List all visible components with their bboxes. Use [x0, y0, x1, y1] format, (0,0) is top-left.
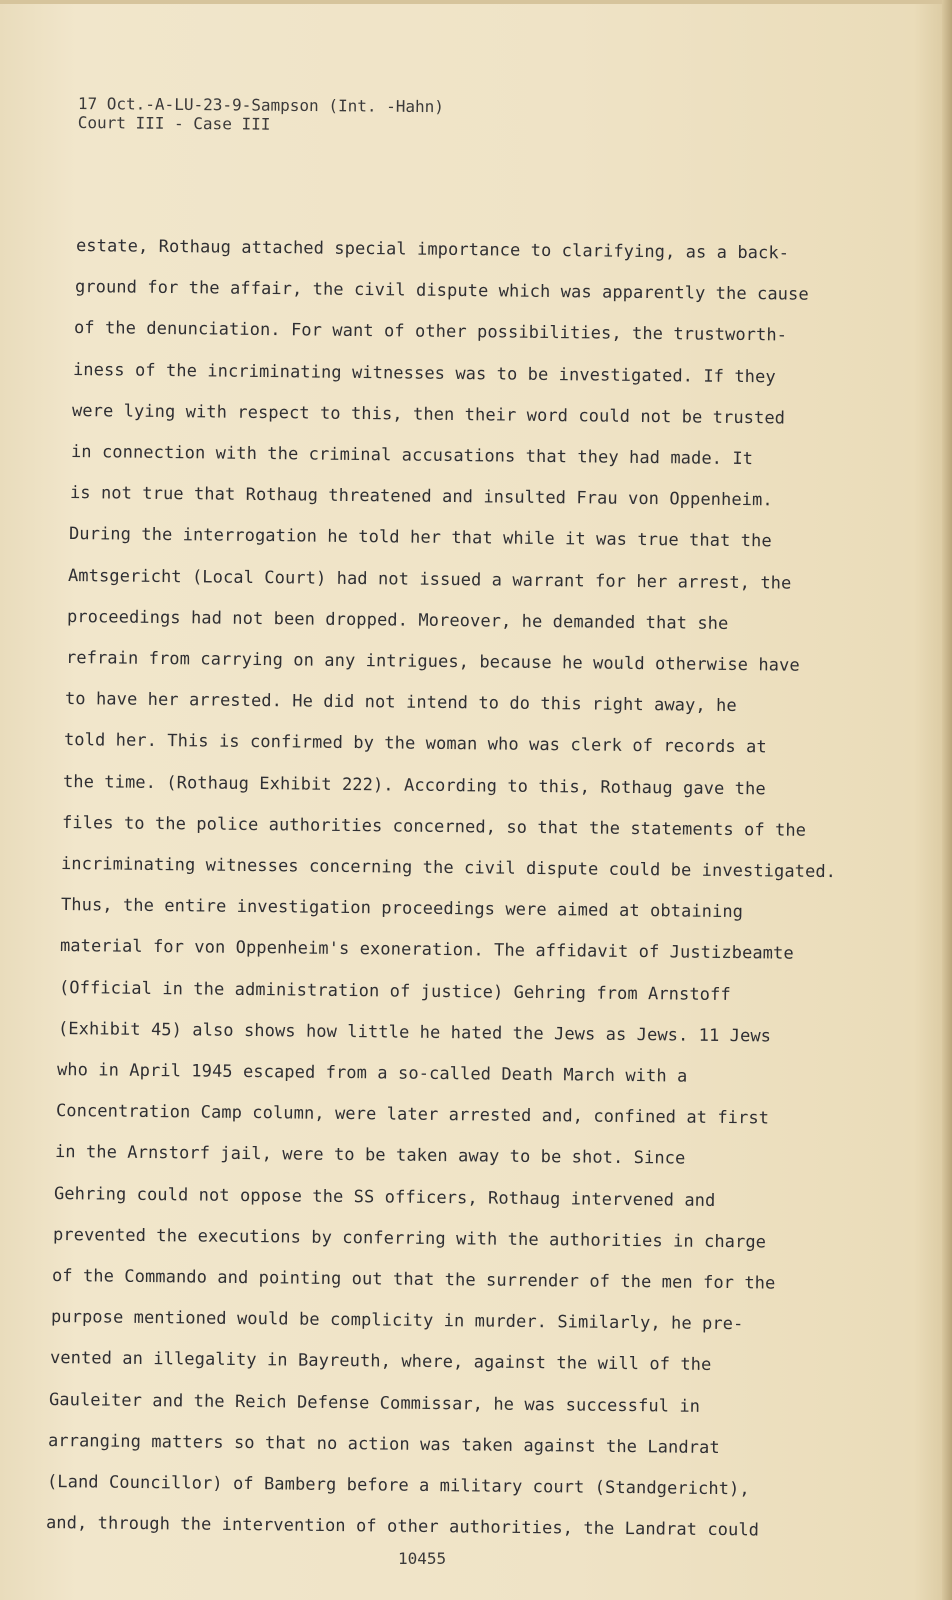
- text-line: of the Commando and pointing out that the surrender of the men for the: [51, 1266, 776, 1294]
- text-line: arranging matters so that no action was taken against the Landrat: [47, 1430, 720, 1458]
- text-line: purpose mentioned would be complicity in murder. Similarly, he pre-: [50, 1307, 744, 1335]
- text-line: in the Arnstorf jail, were to be taken away to be shot. Since: [54, 1142, 686, 1169]
- text-line: During the interrogation he told her that while it was true that the: [69, 524, 773, 552]
- text-line: files to the police authorities concerned, so that the statements of the: [62, 812, 807, 841]
- text-line: to have her arrested. He did not intend to do this right away, he: [65, 689, 738, 717]
- text-line: of the denunciation. For want of other possibilities, the trustworth-: [73, 318, 788, 346]
- text-line: Thus, the entire investigation proceedings were aimed at obtaining: [60, 895, 743, 923]
- text-line: told her. This is confirmed by the woman who was clerk of records at: [64, 730, 768, 758]
- text-line: material for von Oppenheim's exoneration. The affidavit of Justizbeamte: [59, 936, 794, 965]
- text-line: (Exhibit 45) also shows how little he hated the Jews as Jews. 11 Jews: [57, 1018, 771, 1047]
- text-line: (Official in the administration of justice) Gehring from Arnstoff: [58, 977, 731, 1005]
- text-line: Gauleiter and the Reich Defense Commissar, he was successful in: [48, 1389, 701, 1417]
- header-reference-line: 17 Oct.-A-LU-23-9-Sampson (Int. -Hahn): [77, 94, 445, 117]
- text-line: vented an illegality in Bayreuth, where, against the will of the: [49, 1348, 712, 1376]
- text-line: the time. (Rothaug Exhibit 222). According to this, Rothaug gave the: [63, 771, 767, 799]
- text-line: were lying with respect to this, then their word could not be trusted: [72, 400, 786, 429]
- text-line: ground for the affair, the civil dispute which was apparently the cause: [74, 277, 809, 305]
- text-line: (Land Councillor) of Bamberg before a military court (Standgericht),: [46, 1472, 750, 1500]
- text-line: proceedings had not been dropped. Moreover, he demanded that she: [67, 606, 729, 634]
- text-line: incriminating witnesses concerning the civil dispute could be investigated.: [61, 854, 837, 883]
- text-line: refrain from carrying on any intrigues, because he would otherwise have: [66, 648, 801, 676]
- header-court-line: Court III - Case III: [77, 112, 271, 134]
- text-line: iness of the incriminating witnesses was to be investigated. If they: [72, 359, 776, 387]
- page-number: 10455: [398, 1549, 447, 1568]
- text-line: Amtsgericht (Local Court) had not issued a warrant for her arrest, the: [68, 565, 792, 594]
- text-line: Gehring could not oppose the SS officers, Rothaug intervened and: [53, 1183, 716, 1211]
- text-line: who in April 1945 escaped from a so-called Death March with a: [56, 1060, 688, 1087]
- text-line: and, through the intervention of other authorities, the Landrat could: [45, 1513, 760, 1541]
- text-line: in connection with the criminal accusations that they had made. It: [71, 442, 754, 470]
- text-line: prevented the executions by conferring with the authorities in charge: [52, 1224, 766, 1253]
- text-line: Concentration Camp column, were later arrested and, confined at first: [55, 1101, 769, 1129]
- text-line: estate, Rothaug attached special importance to clarifying, as a back-: [75, 236, 790, 264]
- text-line: is not true that Rothaug threatened and insulted Frau von Oppenheim.: [70, 483, 774, 511]
